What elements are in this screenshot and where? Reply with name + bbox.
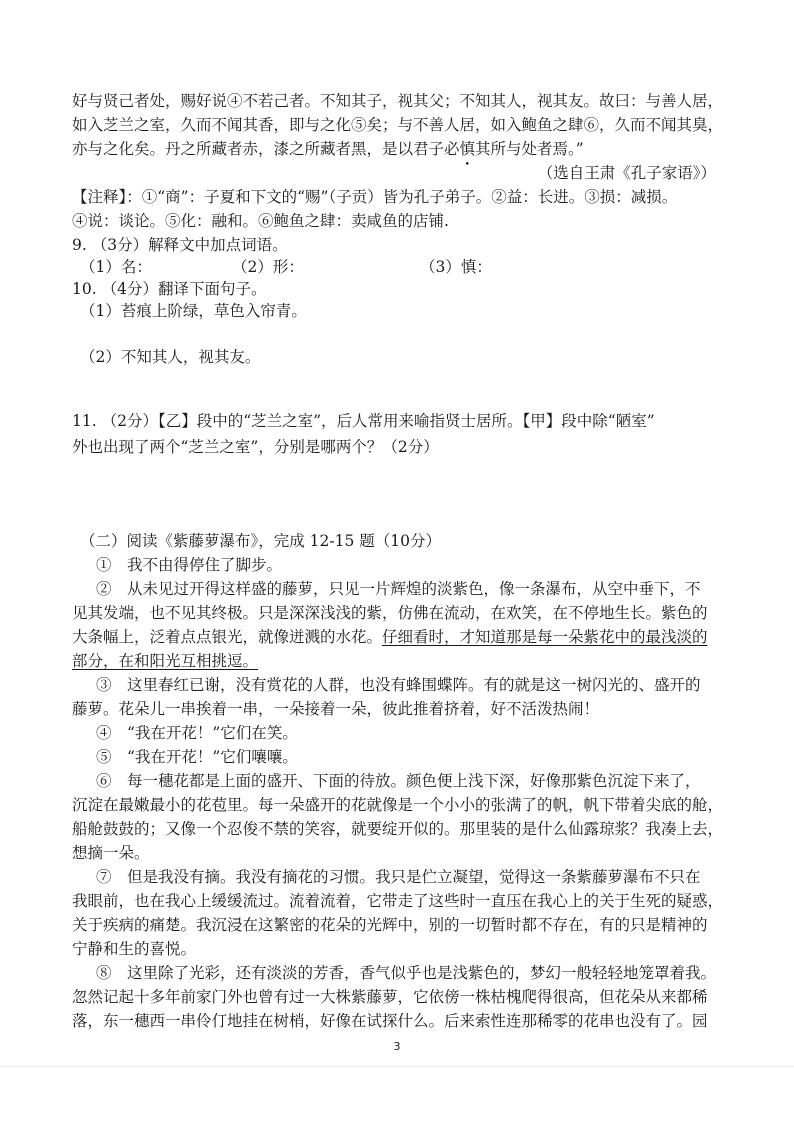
paragraph-6-line-1: ⑥ 每一穗花都是上面的盛开、下面的待放。颜色便上浅下深，好像那紫色沉淀下来了， <box>96 772 701 790</box>
paragraph-2-line-2: 见其发端，也不见其终极。只是深深浅浅的紫，仿佛在流动，在欢笑，在不停地生长。紫色的 <box>72 604 708 622</box>
passage-line-3 <box>72 138 584 160</box>
paragraph-8-line-2: 忽然记起十多年前家门外也曾有过一大株紫藤萝，它依傍一株枯槐爬得很高，但花朵从来都稀 <box>72 988 708 1006</box>
question-11-line-2: 外也出现了两个“芝兰之室”，分别是哪两个？（2分） <box>72 438 439 456</box>
page-number: 3 <box>393 1040 401 1053</box>
paragraph-7-line-1: ⑦ 但是我没有摘。我没有摘花的习惯。我只是伫立凝望，觉得这一条紫藤萝瀑布不只在 <box>96 868 701 886</box>
passage-line-2: 如入芝兰之室，久而不闻其香，即与之化⑤矣；与不善人居，如入鲍鱼之肆⑥，久而不闻其臭， <box>72 116 724 134</box>
paragraph-6-line-2: 沉淀在最嫩最小的花苞里。每一朵盛开的花就像是一个小小的张满了的帆，帆下带着尖底的舱， <box>72 796 724 814</box>
section-2-title: （二）阅读《紫藤萝瀑布》，完成 12-15 题（10分） <box>80 532 442 550</box>
paragraph-7-line-3: 关于疾病的痛楚。我沉浸在这繁密的花朵的光辉中，别的一切暂时都不存在，有的只是精神的 <box>72 916 708 934</box>
paragraph-2-line-3 <box>72 626 708 648</box>
question-10-title: 10. （4分）翻译下面句子。 <box>72 280 267 298</box>
paragraph-1: ① 我不由得停住了脚步。 <box>96 556 283 574</box>
passage-source: （选自王肃《孔子家语》） <box>537 164 716 182</box>
paragraph-7-line-2: 我眼前，也在我心上缓缓流过。流着流着，它带走了这些时一直压在我心上的关于生死的疑惑， <box>72 892 724 910</box>
underlined-sentence: 仔细看时，才知道那是每一朵紫花中的最浅淡的 <box>382 628 708 646</box>
paragraph-4: ④ “我在开花！”它们在笑。 <box>96 724 298 742</box>
question-9-item-2: （2）形： <box>232 258 304 276</box>
paragraph-6-line-4: 想摘一朵。 <box>72 844 150 862</box>
passage-line-1: 好与贤己者处，赐好说④不若己者。不知其子，视其父；不知其人，视其友。故曰：与善人居， <box>72 92 724 110</box>
paragraph-2-line-1: ② 从未见过开得这样盛的藤萝，只见一片辉煌的淡紫色，像一条瀑布，从空中垂下，不 <box>96 580 701 598</box>
dotted-word: 慎 <box>459 140 476 158</box>
paragraph-6-line-3: 船舱鼓鼓的；又像一个忍俊不禁的笑容，就要绽开似的。那里装的是什么仙露琼浆？我凑上去， <box>72 820 724 838</box>
question-10-sentence-1: （1）苔痕上阶绿，草色入帘青。 <box>80 302 307 320</box>
paragraph-3-line-1: ③ 这里春红已谢，没有赏花的人群，也没有蜂围蝶阵。有的就是这一树闪光的、盛开的 <box>96 676 701 694</box>
paragraph-2-line-3-text: 大条幅上，泛着点点银光，就像迸溅的水花。 <box>72 628 383 646</box>
question-11-line-1: 11. （2分）【乙】段中的“芝兰之室”，后人常用来喻指贤士居所。【甲】段中除“陋室” <box>72 412 655 430</box>
passage-line-3-text: 亦与之化矣。丹之所藏者赤，漆之所藏者黑，是以君子必 <box>72 140 460 158</box>
notes-line-2: ④说：谈论。⑤化：融和。⑥鲍鱼之肆：卖咸鱼的店铺. <box>72 212 449 230</box>
paragraph-5: ⑤ “我在开花！”它们嚷嚷。 <box>96 748 298 766</box>
paragraph-8-line-3: 落，东一穗西一串伶仃地挂在树梢，好像在试探什么。后来索性连那稀零的花串也没有了。园 <box>72 1012 708 1030</box>
paragraph-2-line-4 <box>72 650 258 672</box>
question-9-title: 9. （3分）解释文中加点词语。 <box>72 236 288 254</box>
passage-line-3-tail: 其所与处者焉。” <box>475 140 584 158</box>
paragraph-8-line-1: ⑧ 这里除了光彩，还有淡淡的芳香，香气似乎也是浅紫色的，梦幻一般轻轻地笼罩着我。 <box>96 964 717 982</box>
paragraph-7-line-4: 宁静和生的喜悦。 <box>72 940 197 958</box>
notes-line-1: 【注释】：①“商”：子夏和下文的“赐”（子贡）皆为孔子弟子。②益：长进。③损：减损。 <box>72 188 678 206</box>
underlined-sentence-end: 部分，在和阳光互相挑逗。 <box>72 652 259 670</box>
paragraph-3-line-2: 藤萝。花朵儿一串挨着一串，一朵接着一朵，彼此推着挤着，好不活泼热闹！ <box>72 700 600 718</box>
question-9-item-1: （1）名： <box>80 258 152 276</box>
page-bottom-divider <box>0 1066 794 1067</box>
question-9-item-3: （3）慎： <box>420 258 492 276</box>
question-10-sentence-2: （2）不知其人，视其友。 <box>80 348 261 366</box>
